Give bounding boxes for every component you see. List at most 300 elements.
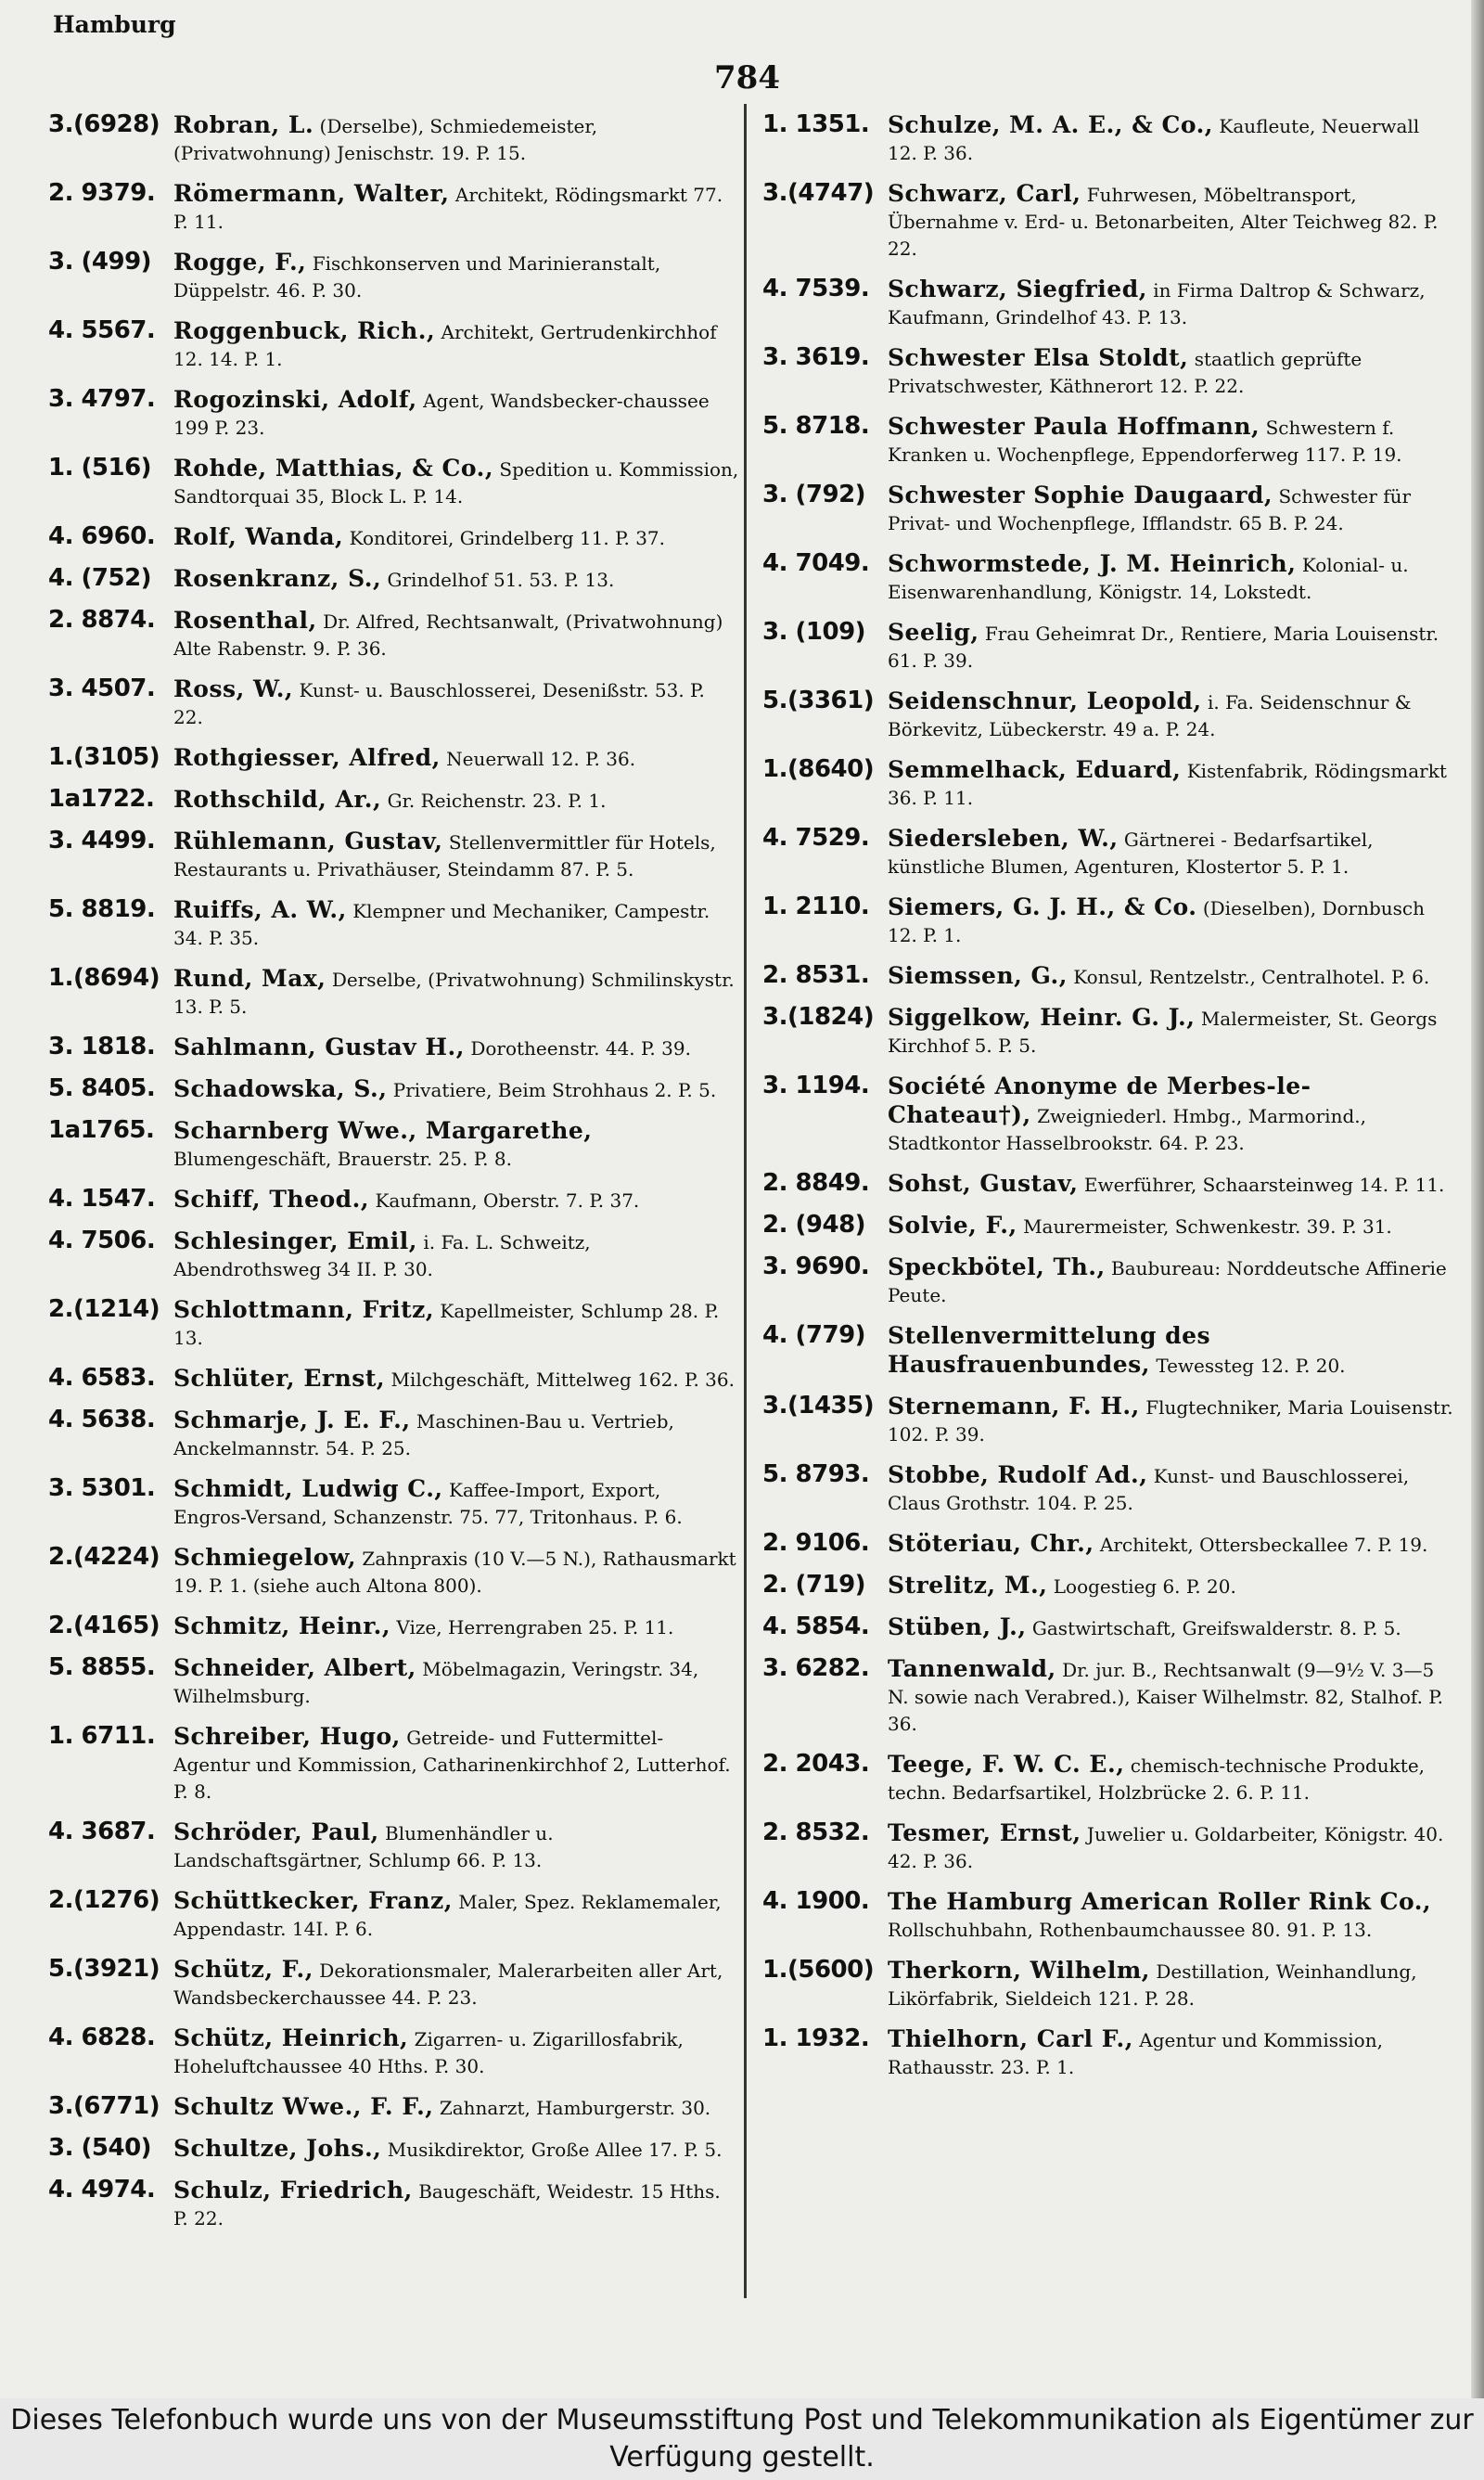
entry-name: Stüben, J., [888, 1613, 1027, 1640]
entry-name: Schneider, Albert, [173, 1654, 416, 1681]
entry-body [888, 825, 1453, 880]
entry-body [173, 1544, 739, 1600]
entry-detail: Konsul, Rentzelstr., Centralhotel. P. 6. [1073, 966, 1430, 988]
entry-detail: Dr. Alfred, Rechtsanwalt, (Privatwohnung) Alte Rabenstr. 9. P. 36. [173, 610, 723, 660]
entry-detail: Getreide- und Futtermittel-Agentur und Kommission, Catharinenkirchhof 2, Lutterhof. P. 8. [173, 1727, 731, 1803]
entry-phone-number: 1.(5600) [762, 1956, 875, 1984]
entry-body [888, 1572, 1453, 1600]
directory-entry [48, 1818, 739, 1874]
entry-name: Teege, F. W. C. E., [888, 1751, 1125, 1778]
entry-name: Siemers, G. J. H., & Co. [888, 893, 1197, 920]
entry-detail: Neuerwall 12. P. 36. [446, 748, 636, 770]
entry-detail: Grindelhof 51. 53. P. 13. [387, 569, 615, 591]
page-number: 784 [714, 59, 780, 96]
entry-phone-number: 5. 8819. [48, 895, 156, 923]
entry-name: Schlesinger, Emil, [173, 1227, 417, 1254]
entry-detail: Ewerführer, Schaarsteinweg 14. P. 11. [1083, 1174, 1445, 1196]
directory-entry [48, 2024, 739, 2080]
entry-phone-number: 4. 5638. [48, 1406, 156, 1433]
entry-detail: chemisch-technische Produkte, techn. Bedarfsartikel, Holzbrücke 2. 6. P. 11. [888, 1754, 1426, 1804]
entry-detail: Destillation, Weinhandlung, Likörfabrik, Sieldeich 121. P. 28. [888, 1960, 1417, 2010]
directory-entry [48, 523, 739, 552]
entry-name: Schadowska, S., [173, 1075, 388, 1102]
entry-body [888, 1461, 1453, 1517]
entry-detail: Flugtechniker, Maria Louisenstr. 102. P. 39. [888, 1396, 1453, 1446]
entry-name: Schwormstede, J. M. Heinrich, [888, 550, 1297, 577]
entry-detail: Gastwirtschaft, Greifswalderstr. 8. P. 5. [1031, 1617, 1401, 1639]
directory-entry [762, 962, 1453, 991]
entry-name: Stobbe, Rudolf Ad., [888, 1461, 1148, 1488]
directory-entry [762, 1819, 1453, 1875]
directory-entry [48, 180, 739, 236]
directory-entry [48, 1723, 739, 1805]
entry-phone-number: 3. 5301. [48, 1474, 156, 1502]
entry-body [888, 756, 1453, 812]
entry-detail: Gärtnerei - Bedarfsartikel, künstliche Blumen, Agenturen, Klostertor 5. P. 1. [888, 829, 1374, 878]
entry-detail: Baubureau: Norddeutsche Affinerie Peute. [888, 1257, 1447, 1306]
entry-body [173, 2177, 739, 2232]
directory-entry [48, 1887, 739, 1943]
entry-phone-number: 3. 1818. [48, 1033, 156, 1060]
entry-phone-number: 3.(4747) [762, 179, 875, 207]
directory-entry [762, 1530, 1453, 1559]
entry-name: Schwester Elsa Stoldt, [888, 344, 1189, 371]
directory-entry [48, 675, 739, 731]
directory-entry [762, 1957, 1453, 2012]
entry-detail: i. Fa. Seidenschnur & Börkevitz, Lübeckerstr. 49 a. P. 24. [888, 691, 1412, 740]
entry-detail: Maurermeister, Schwenkestr. 39. P. 31. [1023, 1215, 1392, 1238]
entry-phone-number: 4. 1547. [48, 1185, 156, 1213]
entry-body [888, 1004, 1453, 1060]
entry-body [173, 1117, 739, 1173]
entry-phone-number: 2.(4224) [48, 1543, 160, 1571]
directory-entry [48, 565, 739, 594]
entry-phone-number: 1.(8694) [48, 964, 160, 992]
directory-entry [48, 1407, 739, 1462]
entry-phone-number: 4. 6828. [48, 2024, 156, 2051]
directory-entry [48, 1475, 739, 1531]
entry-detail: Dekorationsmaler, Malerarbeiten aller Art, Wandsbeckerchaussee 44. P. 23. [173, 1960, 723, 2009]
entry-detail: Konditorei, Grindelberg 11. P. 37. [349, 527, 666, 549]
entry-name: Rolf, Wanda, [173, 523, 344, 550]
entry-detail: Agent, Wandsbecker-chaussee 199 P. 23. [173, 390, 710, 439]
entry-phone-number: 4. 7539. [762, 275, 870, 302]
entry-detail: Kaffee-Import, Export, Engros-Versand, Schanzenstr. 75. 77, Tritonhaus. P. 6. [173, 1479, 683, 1528]
entry-phone-number: 3.(6771) [48, 2092, 160, 2120]
directory-entry [48, 2135, 739, 2164]
entry-body [888, 1613, 1453, 1642]
entry-body [173, 607, 739, 662]
entry-detail: Musikdirektor, Große Allee 17. P. 5. [387, 2139, 723, 2161]
entry-phone-number: 1a1722. [48, 785, 155, 813]
entry-phone-number: 3. (540) [48, 2134, 152, 2162]
entry-name: Roggenbuck, Rich., [173, 317, 436, 344]
entry-phone-number: 4. 6960. [48, 522, 156, 550]
directory-entry [48, 1654, 739, 1710]
entry-body [173, 111, 739, 167]
page-edge-shadow [1471, 0, 1484, 2398]
entry-detail: Vize, Herrengraben 25. P. 11. [396, 1616, 674, 1638]
entry-body [173, 828, 739, 883]
entry-name: Schultz Wwe., F. F., [173, 2093, 434, 2120]
directory-entry [762, 180, 1453, 263]
directory-entry [762, 1888, 1453, 1944]
entry-name: Rühlemann, Gustav, [173, 828, 443, 855]
entry-body [888, 1322, 1453, 1380]
entry-phone-number: 2. (719) [762, 1571, 866, 1599]
entry-body [173, 1365, 739, 1394]
entry-detail: Schwester für Privat- und Wochenpflege, Ifflandstr. 65 B. P. 24. [888, 485, 1412, 534]
entry-detail: Zweigniederl. Hmbg., Marmorind., Stadtkontor Hasselbrookstr. 64. P. 23. [888, 1105, 1366, 1154]
entry-phone-number: 4. 5567. [48, 316, 156, 344]
entry-phone-number: 5.(3361) [762, 687, 875, 714]
entry-name: Römermann, Walter, [173, 180, 450, 207]
entry-phone-number: 4. 3687. [48, 1818, 156, 1845]
running-header-city: Hamburg [53, 11, 176, 38]
entry-name: Schütz, F., [173, 1956, 313, 1983]
entry-phone-number: 2.(1276) [48, 1886, 160, 1914]
directory-entry [762, 276, 1453, 331]
entry-phone-number: 3. 6282. [762, 1654, 870, 1682]
entry-name: Schüttkecker, Franz, [173, 1887, 453, 1914]
entry-phone-number: 5.(3921) [48, 1955, 160, 1983]
entry-detail: Derselbe, (Privatwohnung) Schmilinskystr. 13. P. 5. [173, 969, 735, 1018]
directory-entry [762, 1212, 1453, 1240]
directory-entry [48, 1296, 739, 1352]
entry-body [173, 455, 739, 510]
entry-name: Schulz, Friedrich, [173, 2177, 413, 2204]
entry-name: Ruiffs, A. W., [173, 896, 347, 923]
entry-name: Schultze, Johs., [173, 2135, 382, 2162]
directory-entry [762, 111, 1453, 167]
entry-phone-number: 2. 8531. [762, 961, 870, 989]
entry-name: Seidenschnur, Leopold, [888, 687, 1202, 714]
entry-body [888, 1530, 1453, 1559]
directory-entry [48, 1956, 739, 2011]
entry-detail: Rollschuhbahn, Rothenbaumchaussee 80. 91. P. 13. [888, 1919, 1373, 1941]
entry-detail: Blumengeschäft, Brauerstr. 25. P. 8. [173, 1148, 512, 1170]
entry-phone-number: 4. 1900. [762, 1887, 870, 1915]
directory-entry [48, 1075, 739, 1104]
entry-body [888, 1819, 1453, 1875]
entry-name: Rosenkranz, S., [173, 565, 382, 592]
entry-detail: Architekt, Ottersbeckallee 7. P. 19. [1099, 1534, 1428, 1556]
entry-name: Schmarje, J. E. F., [173, 1407, 411, 1433]
entry-name: Schwarz, Siegfried, [888, 276, 1147, 302]
entry-detail: Möbelmagazin, Veringstr. 34, Wilhelmsburg. [173, 1658, 699, 1707]
directory-entry [762, 344, 1453, 400]
entry-body [173, 1613, 739, 1641]
directory-entry [762, 619, 1453, 675]
entry-name: Rosenthal, [173, 607, 317, 634]
entry-name: Strelitz, M., [888, 1572, 1048, 1599]
entry-body [173, 744, 739, 773]
entry-phone-number: 4. (779) [762, 1321, 866, 1349]
entry-body [173, 965, 739, 1021]
entry-name: Rogozinski, Adolf, [173, 386, 417, 413]
entry-body [888, 111, 1453, 167]
entry-name: Scharnberg Wwe., Margarethe, [173, 1117, 593, 1144]
entry-body [888, 413, 1453, 469]
entry-phone-number: 1.(3105) [48, 743, 160, 771]
entry-body [888, 1957, 1453, 2012]
entry-body [173, 1654, 739, 1710]
entry-body [173, 896, 739, 952]
entry-body [888, 550, 1453, 606]
entry-phone-number: 4. 7529. [762, 824, 870, 852]
directory-entry [762, 756, 1453, 812]
entry-name: Schulze, M. A. E., & Co., [888, 111, 1214, 138]
entry-phone-number: 3. (792) [762, 481, 866, 508]
entry-body [173, 2135, 739, 2164]
entry-detail: Zigarren- u. Zigarillosfabrik, Hoheluftchaussee 40 Hths. P. 30. [173, 2028, 684, 2077]
entry-phone-number: 5. 8855. [48, 1653, 156, 1681]
entry-body [888, 276, 1453, 331]
entry-body [173, 1956, 739, 2011]
directory-entry [762, 1170, 1453, 1199]
directory-entry [48, 455, 739, 510]
directory-entry [48, 317, 739, 373]
directory-entry [762, 1461, 1453, 1517]
entry-detail: Fuhrwesen, Möbeltransport, Übernahme v. Erd- u. Betonarbeiten, Alter Teichweg 82. P. 22. [888, 184, 1439, 260]
entry-detail: Agentur und Kommission, Rathausstr. 23. P. 1. [888, 2029, 1383, 2078]
entry-body [888, 1751, 1453, 1806]
entry-phone-number: 3. 4797. [48, 385, 156, 413]
entry-name: Siggelkow, Heinr. G. J., [888, 1004, 1196, 1031]
entry-body [173, 317, 739, 373]
entry-phone-number: 3. (499) [48, 248, 152, 276]
entry-name: Schlottmann, Fritz, [173, 1296, 435, 1323]
directory-entry [762, 1004, 1453, 1060]
directory-entry [48, 1034, 739, 1062]
entry-body [173, 386, 739, 442]
entry-body [173, 249, 739, 304]
entry-detail: i. Fa. L. Schweitz, Abendrothsweg 34 II. P. 30. [173, 1231, 591, 1280]
directory-entry [762, 482, 1453, 537]
directory-entry [762, 1655, 1453, 1738]
directory-entry [48, 828, 739, 883]
directory-entry [762, 1572, 1453, 1600]
entry-body [888, 619, 1453, 675]
entry-detail: Zahnarzt, Hamburgerstr. 30. [439, 2097, 711, 2119]
directory-entry [48, 1227, 739, 1283]
directory-entry [48, 2093, 739, 2122]
entry-name: Schwarz, Carl, [888, 180, 1081, 207]
entry-detail: Schwestern f. Kranken u. Wochenpflege, Eppendorferweg 117. P. 19. [888, 417, 1402, 466]
entry-body [888, 482, 1453, 537]
entry-body [173, 1186, 739, 1214]
entry-body [888, 180, 1453, 263]
entry-name: Robran, L. [173, 111, 314, 138]
entry-detail: Loogestieg 6. P. 20. [1053, 1575, 1236, 1598]
entry-detail: Kapellmeister, Schlump 28. P. 13. [173, 1300, 720, 1349]
entry-detail: Dr. jur. B., Rechtsanwalt (9—9½ V. 3—5 N. sowie nach Verabred.), Kaiser Wilhelmstr. 82, Stalhof. P. 36. [888, 1659, 1444, 1735]
directory-entry [48, 965, 739, 1021]
entry-detail: Milchgeschäft, Mittelweg 162. P. 36. [390, 1368, 735, 1391]
entry-phone-number: 4. 4974. [48, 2176, 156, 2204]
entry-phone-number: 1. 2110. [762, 893, 870, 920]
entry-phone-number: 4. 7049. [762, 549, 870, 577]
directory-entry [48, 2177, 739, 2232]
entry-phone-number: 3.(1824) [762, 1003, 875, 1031]
entry-detail: Frau Geheimrat Dr., Rentiere, Maria Louisenstr. 61. P. 39. [888, 623, 1439, 672]
entry-name: Rohde, Matthias, & Co., [173, 455, 494, 482]
entry-body [173, 1227, 739, 1283]
footer-caption: Dieses Telefonbuch wurde uns von der Museumsstiftung Post und Telekommunikation als Eigentümer zur Verfügung gestellt. [0, 2398, 1484, 2480]
entry-phone-number: 2. 8874. [48, 606, 156, 634]
entry-detail: staatlich geprüfte Privatschwester, Käthnerort 12. P. 22. [888, 348, 1362, 397]
entry-body [173, 565, 739, 594]
entry-detail: Juwelier u. Goldarbeiter, Königstr. 40. 42. P. 36. [888, 1823, 1444, 1872]
entry-phone-number: 3. 3619. [762, 343, 870, 371]
entry-body [173, 1296, 739, 1352]
directory-entry [762, 413, 1453, 469]
entry-name: Schröder, Paul, [173, 1818, 379, 1845]
entry-phone-number: 2.(1214) [48, 1295, 160, 1323]
entry-detail: Maschinen-Bau u. Vertrieb, Anckelmannstr. 54. P. 25. [173, 1410, 674, 1459]
entry-phone-number: 3. 4507. [48, 675, 156, 702]
entry-detail: Maler, Spez. Reklamemaler, Appendastr. 14I. P. 6. [173, 1891, 722, 1940]
entry-detail: Architekt, Gertrudenkirchhof 12. 14. P. 1. [173, 321, 717, 370]
directory-entry [762, 825, 1453, 880]
entry-body [173, 675, 739, 731]
entry-body [888, 687, 1453, 743]
directory-entry [48, 1613, 739, 1641]
entry-name: Rothschild, Ar., [173, 786, 382, 813]
entry-name: Schreiber, Hugo, [173, 1723, 401, 1750]
entry-detail: Kunst- und Bauschlosserei, Claus Grothstr. 104. P. 25. [888, 1465, 1410, 1514]
entry-detail: Gr. Reichenstr. 23. P. 1. [387, 790, 607, 812]
directory-entry [48, 1544, 739, 1600]
entry-body [888, 893, 1453, 949]
entry-name: Schmidt, Ludwig C., [173, 1475, 443, 1502]
entry-body [888, 1888, 1453, 1944]
entry-body [888, 2025, 1453, 2081]
entry-detail: Kistenfabrik, Rödingsmarkt 36. P. 11. [888, 760, 1447, 809]
entry-name: Ross, W., [173, 675, 294, 702]
directory-entry [48, 896, 739, 952]
directory-entry [762, 1073, 1453, 1157]
directory-entry [48, 1117, 739, 1173]
entry-phone-number: 1. 1351. [762, 110, 870, 138]
entry-phone-number: 2. 8532. [762, 1818, 870, 1846]
entry-phone-number: 2.(4165) [48, 1612, 160, 1639]
entry-name: Speckbötel, Th., [888, 1253, 1106, 1280]
entry-body [173, 1887, 739, 1943]
entry-phone-number: 5. 8405. [48, 1074, 156, 1102]
directory-entry [762, 1322, 1453, 1380]
entry-phone-number: 3. 4499. [48, 827, 156, 855]
entry-name: Seelig, [888, 619, 979, 646]
entry-body [888, 1393, 1453, 1448]
entry-name: Schiff, Theod., [173, 1186, 370, 1213]
entry-phone-number: 5. 8793. [762, 1460, 870, 1488]
entry-name: Sohst, Gustav, [888, 1170, 1079, 1197]
entry-name: Siedersleben, W., [888, 825, 1119, 852]
directory-entry [48, 607, 739, 662]
entry-phone-number: 3. 9690. [762, 1253, 870, 1280]
column-divider [744, 104, 747, 2298]
entry-phone-number: 5. 8718. [762, 412, 870, 440]
directory-entry [48, 786, 739, 815]
entry-phone-number: 2. 2043. [762, 1750, 870, 1778]
entry-body [173, 1075, 739, 1104]
entry-name: Siemssen, G., [888, 962, 1068, 989]
entry-detail: (Dieselben), Dornbusch 12. P. 1. [888, 897, 1425, 946]
directory-entry [762, 1613, 1453, 1642]
entry-body [173, 523, 739, 552]
entry-detail: Baugeschäft, Weidestr. 15 Hths. P. 22. [173, 2180, 721, 2229]
directory-entry [762, 687, 1453, 743]
entry-detail: Kaufmann, Oberstr. 7. P. 37. [375, 1189, 640, 1212]
directory-entry [48, 1186, 739, 1214]
entry-phone-number: 2. 8849. [762, 1169, 870, 1197]
entry-name: Société Anonyme de Merbes-le-Chateau†), [888, 1073, 1311, 1128]
entry-name: Tesmer, Ernst, [888, 1819, 1081, 1846]
entry-name: Stellenvermittelung des Hausfrauenbundes, [888, 1322, 1211, 1378]
entry-body [888, 1655, 1453, 1738]
entry-name: Schmiegelow, [173, 1544, 357, 1571]
entry-name: Schwester Paula Hoffmann, [888, 413, 1260, 440]
entry-phone-number: 1. (516) [48, 454, 152, 482]
entry-detail: Tewessteg 12. P. 20. [1156, 1355, 1346, 1377]
entry-detail: Spedition u. Kommission, Sandtorquai 35, Block L. P. 14. [173, 458, 739, 508]
entry-name: Schlüter, Ernst, [173, 1365, 386, 1392]
entry-body [888, 962, 1453, 991]
entry-name: Sternemann, F. H., [888, 1393, 1140, 1420]
entry-detail: Architekt, Rödingsmarkt 77. P. 11. [173, 184, 723, 233]
directory-entry [762, 550, 1453, 606]
entry-detail: Kolonial- u. Eisenwarenhandlung, Königstr. 14, Lokstedt. [888, 554, 1409, 603]
entry-name: Schwester Sophie Daugaard, [888, 482, 1273, 508]
directory-entry [48, 249, 739, 304]
entry-phone-number: 1. 6711. [48, 1722, 156, 1750]
entry-name: Sahlmann, Gustav H., [173, 1034, 465, 1060]
entry-body [173, 1723, 739, 1805]
entry-name: The Hamburg American Roller Rink Co., [888, 1888, 1432, 1915]
entry-detail: Zahnpraxis (10 V.—5 N.), Rathausmarkt 19. P. 1. (siehe auch Altona 800). [173, 1548, 736, 1597]
entry-name: Rogge, F., [173, 249, 307, 276]
entry-body [888, 1170, 1453, 1199]
entry-phone-number: 4. 6583. [48, 1364, 156, 1392]
entry-phone-number: 1.(8640) [762, 755, 875, 783]
entry-name: Rund, Max, [173, 965, 326, 992]
entry-body [173, 786, 739, 815]
entry-detail: Fischkonserven und Marinieranstalt, Düppelstr. 46. P. 30. [173, 252, 661, 302]
entry-detail: Kunst- u. Bauschlosserei, Desenißstr. 53. P. 22. [173, 679, 705, 728]
entry-phone-number: 1. 1932. [762, 2024, 870, 2052]
entry-phone-number: 2. (948) [762, 1211, 866, 1239]
entry-detail: in Firma Daltrop & Schwarz, Kaufmann, Grindelhof 43. P. 13. [888, 279, 1426, 328]
entry-body [888, 1212, 1453, 1240]
entry-phone-number: 1a1765. [48, 1116, 155, 1144]
entry-body [173, 1475, 739, 1531]
directory-entry [48, 111, 739, 167]
entry-detail: Dorotheenstr. 44. P. 39. [470, 1037, 691, 1060]
entry-name: Schmitz, Heinr., [173, 1613, 391, 1639]
entry-body [173, 1818, 739, 1874]
entry-detail: (Derselbe), Schmiedemeister, (Privatwohnung) Jenischstr. 19. P. 15. [173, 115, 598, 164]
entry-name: Schütz, Heinrich, [173, 2024, 409, 2051]
entry-name: Tannenwald, [888, 1655, 1056, 1682]
right-column [762, 111, 1453, 2094]
entry-phone-number: 2. 9379. [48, 179, 156, 207]
entry-phone-number: 3.(1435) [762, 1392, 875, 1420]
directory-entry [48, 1365, 739, 1394]
directory-entry [762, 1393, 1453, 1448]
entry-detail: Privatiere, Beim Strohhaus 2. P. 5. [392, 1079, 717, 1101]
entry-phone-number: 4. 7506. [48, 1227, 156, 1254]
